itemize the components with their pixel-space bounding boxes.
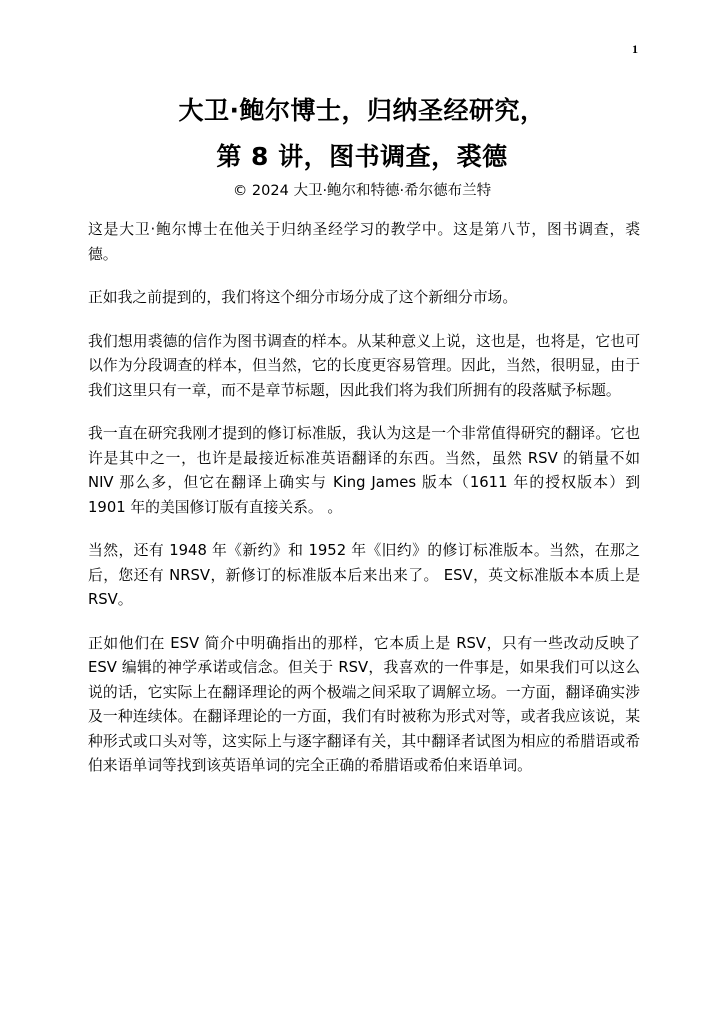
paragraph-5: 当然，还有 1948 年《新约》和 1952 年《旧约》的修订标准版本。当然，在那之后，您还有 NRSV，新修订的标准版本后来出来了。 ESV，英文标准版本本质上是RSV。 <box>88 542 640 608</box>
paragraph-4: 我一直在研究我刚才提到的修订标准版，我认为这是一个非常值得研究的翻译。它也许是其中之一，也许是最接近标准英语翻译的东西。当然，虽然 RSV 的销量不如 NIV 那么多，但它在翻译上确实与 King James 版本（1611 年的授权版本）到 1901 年的美国修订版有直接关系。 。 <box>88 425 640 516</box>
document-header <box>60 88 664 202</box>
title-line-1: 大卫·鲍尔博士，归纳圣经研究， <box>178 96 546 125</box>
document-body <box>88 218 640 798</box>
title-line-2: 第 8 讲，图书调查，裘德 <box>216 142 508 171</box>
copyright-notice: © 2024 大卫·鲍尔和特德·希尔德布兰特 <box>232 183 492 199</box>
paragraph-3: 我们想用裘德的信作为图书调查的样本。从某种意义上说，这也是，也将是，它也可以作为分段调查的样本，但当然，它的长度更容易管理。因此，当然，很明显，由于我们这里只有一章，而不是章节标题，因此我们将为我们所拥有的段落赋予标题。 <box>88 332 640 399</box>
page-number: 1 <box>632 42 638 56</box>
paragraph-6: 正如他们在 ESV 简介中明确指出的那样，它本质上是 RSV，只有一些改动反映了 ESV 编辑的神学承诺或信念。但关于 RSV，我喜欢的一件事是，如果我们可以这么说的话，它实际上在翻译理论的两个极端之间采取了调解立场。一方面，翻译确实涉及一种连续体。在翻译理论的一方面，我们有时被称为形式对等，或者我应该说，某种形式或口头对等，这实际上与逐字翻译有关，其中翻译者试图为相应的希腊语或希伯来语单词等找到该英语单词的完全正确的希腊语或希伯来语单词。 <box>88 634 640 774</box>
paragraph-2: 正如我之前提到的，我们将这个细分市场分成了这个新细分市场。 <box>88 289 518 306</box>
paragraph-1: 这是大卫·鲍尔博士在他关于归纳圣经学习的教学中。这是第八节，图书调查，裘德。 <box>88 221 640 263</box>
